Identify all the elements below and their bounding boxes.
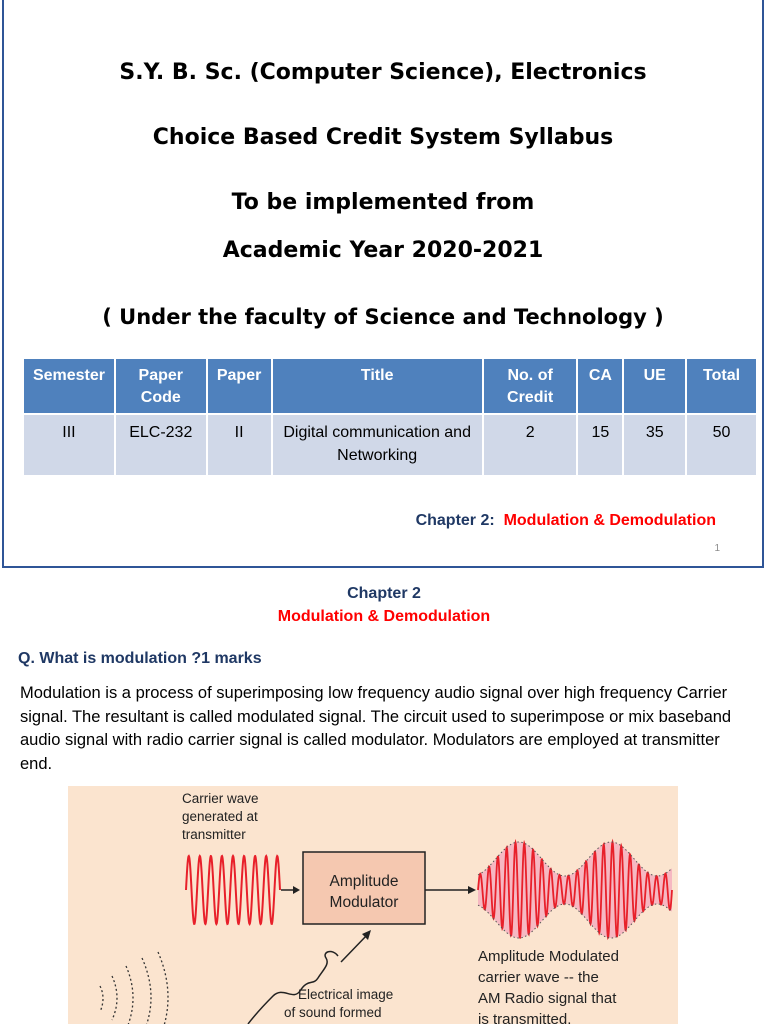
carrier-wave [186, 856, 280, 924]
slide-faculty: ( Under the faculty of Science and Technology ) [102, 305, 664, 329]
cell-credit: 2 [483, 414, 578, 476]
chapter-title: Modulation & Demodulation [277, 608, 491, 625]
sound-label-1: Electrical image [298, 987, 394, 1002]
slide-chapter-label: Chapter 2: [415, 512, 495, 529]
cell-ca: 15 [577, 414, 623, 476]
carrier-arrow-head [293, 886, 300, 894]
modulator-label-2: Modulator [329, 894, 399, 911]
syllabus-slide [2, 0, 764, 568]
header-credit: No. of Credit [483, 358, 578, 414]
header-semester: Semester [23, 358, 115, 414]
slide-chapter-title: Modulation & Demodulation [503, 512, 716, 529]
carrier-label-2: generated at [182, 809, 258, 824]
modulator-label-1: Amplitude [329, 873, 399, 890]
cell-paper: II [207, 414, 272, 476]
slide-title-line3: To be implemented from [231, 190, 535, 215]
cell-ue: 35 [623, 414, 686, 476]
table-header-row [23, 358, 757, 414]
am-diagram [68, 786, 678, 1024]
am-label-2: carrier wave -- the [478, 969, 599, 986]
slide-title-line1: S.Y. B. Sc. (Computer Science), Electronics [119, 60, 647, 85]
am-modulation-figure [68, 786, 678, 1024]
sound-arrow [341, 934, 368, 962]
cell-semester: III [23, 414, 115, 476]
am-label-3: AM Radio signal that [478, 990, 617, 1007]
question-heading: Q. What is modulation ?1 marks [18, 650, 262, 667]
output-arrow-head [468, 886, 476, 894]
carrier-label-1: Carrier wave [182, 791, 259, 806]
slide-title-line2: Choice Based Credit System Syllabus [152, 125, 614, 150]
header-paper: Paper [207, 358, 272, 414]
header-total: Total [686, 358, 757, 414]
syllabus-table [22, 357, 758, 477]
cell-total: 50 [686, 414, 757, 476]
cell-paper-code: ELC-232 [115, 414, 207, 476]
slide-chapter-caption [416, 512, 716, 530]
cell-title: Digital communication and Networking [272, 414, 483, 476]
sound-waves-icon [100, 952, 168, 1024]
sound-label-2: of sound formed [284, 1005, 382, 1020]
am-label-4: is transmitted. [478, 1011, 572, 1024]
header-ue: UE [623, 358, 686, 414]
slide-number: 1 [714, 543, 720, 554]
table-row [23, 414, 757, 476]
slide-title-line4: Academic Year 2020-2021 [222, 238, 544, 263]
carrier-label-3: transmitter [182, 827, 246, 842]
header-title: Title [272, 358, 483, 414]
am-label-1: Amplitude Modulated [478, 948, 619, 965]
header-paper-code: Paper Code [115, 358, 207, 414]
header-ca: CA [577, 358, 623, 414]
answer-paragraph: Modulation is a process of superimposing low frequency audio signal over high frequency Carrier signal. The resultant is called modulated signal. The circuit used to superimpose or mix baseband audio signal with radio carrier signal is called modulator. Modulators are employed at transmitter end. [20, 684, 732, 773]
chapter-label: Chapter 2 [347, 585, 421, 602]
